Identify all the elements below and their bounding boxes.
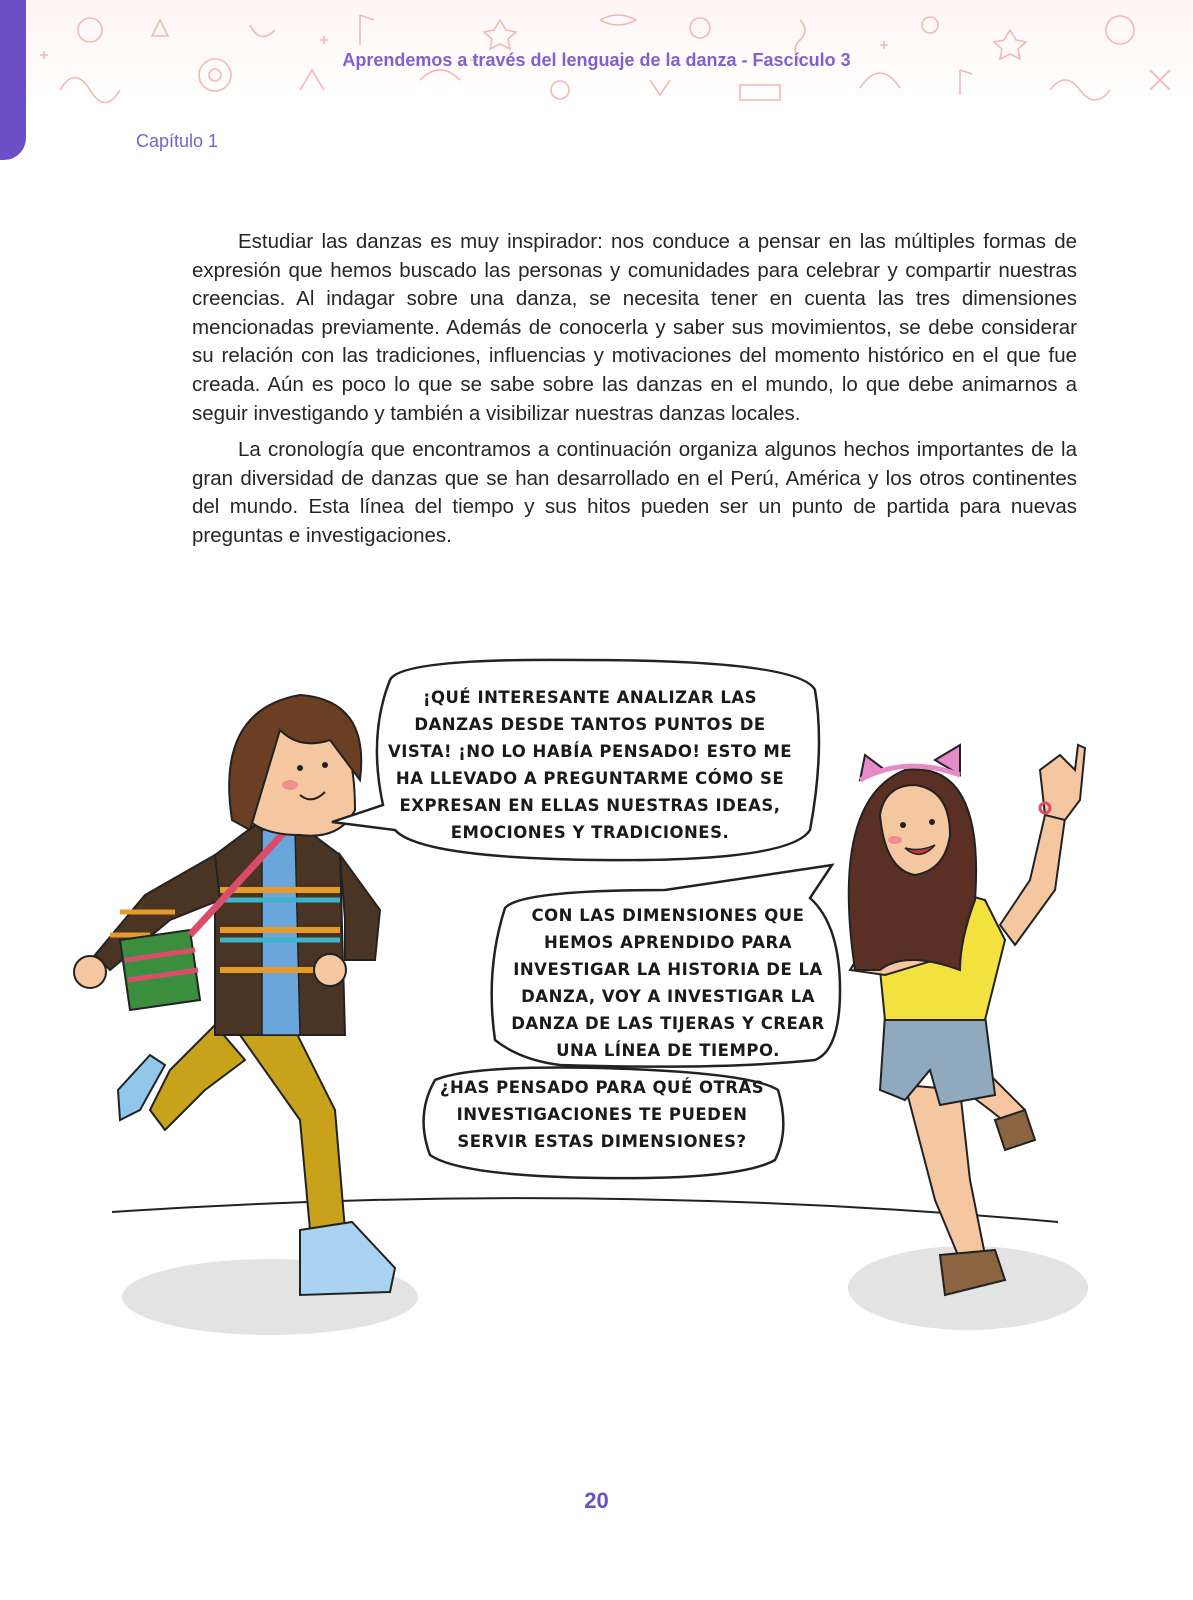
paragraph: La cronología que encontramos a continuación organiza algunos hechos importantes de la gran diversidad de danzas que se han desarrollado en el Perú, América y los otros continentes del mundo. Esta línea del tiempo y sus hitos pueden ser un punto de partida para nuevas preguntas e investigaciones. (192, 438, 1077, 547)
comic-illustration (0, 640, 1193, 1360)
chapter-side-tab (0, 0, 26, 160)
girl-speech-text: CON LAS DIMENSIONES QUE HEMOS APRENDIDO PARA INVESTIGAR LA HISTORIA DE LA DANZA, VOY A INVESTIGAR LA DANZA DE LAS TIJERAS Y CREAR UNA LÍNEA DE TIEMPO. (511, 906, 825, 1060)
fascicle-title: Aprendemos a través del lenguaje de la danza - Fascículo 3 (342, 50, 851, 70)
boy-speech-text: ¡QUÉ INTERESANTE ANALIZAR LAS DANZAS DESDE TANTOS PUNTOS DE VISTA! ¡NO LO HABÍA PENSADO! ESTO ME HA LLEVADO A PREGUNTARME CÓMO SE EXPRESAN EN ELLAS NUESTRAS IDEAS, EMOCIONES Y TRADICIONES. (387, 688, 793, 842)
body-text (192, 228, 1077, 559)
chapter-label: Capítulo 1 (136, 131, 219, 151)
paragraph: Estudiar las danzas es muy inspirador: nos conduce a pensar en las múltiples formas de expresión que hemos buscado las personas y comunidades para celebrar y compartir nuestras creencias. Al indagar sobre una danza, se necesita tener en cuenta las tres dimensiones mencionadas previamente. Además de conocerla y saber sus movimientos, se debe considerar su relación con las tradiciones, influencias y motivaciones del momento histórico en el que fue creada. Aún es poco lo que se sabe sobre las danzas en el mundo, lo que debe animarnos a seguir investigando y también a visibilizar nuestras danzas locales. (192, 230, 1077, 425)
question-text: ¿HAS PENSADO PARA QUÉ OTRAS INVESTIGACIONES TE PUEDEN SERVIR ESTAS DIMENSIONES? (439, 1078, 765, 1151)
girl-figure (849, 745, 1085, 1295)
page-number: 20 (584, 1488, 609, 1513)
ground-line (112, 1198, 1058, 1222)
